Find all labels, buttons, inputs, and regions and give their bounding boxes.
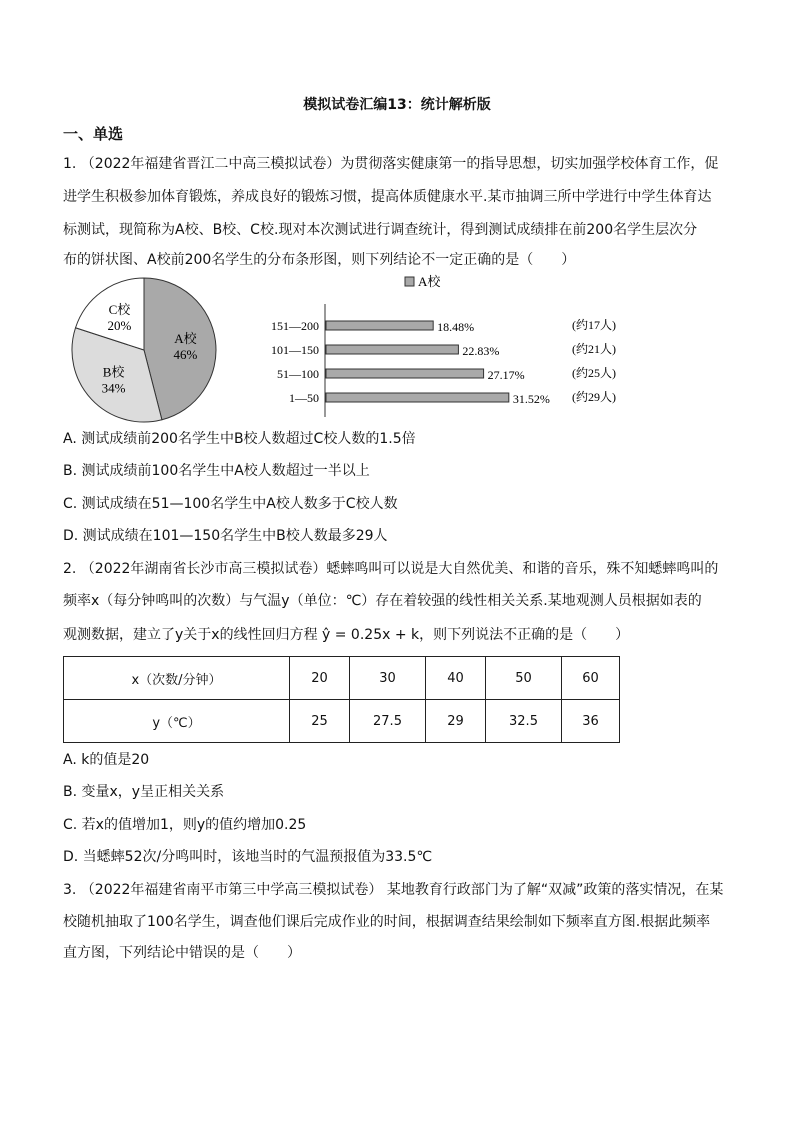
pie-label: B校: [102, 364, 125, 380]
category-label: 101—150: [271, 343, 319, 357]
bar-chart: [250, 272, 650, 427]
q2-option-c[interactable]: C. 若x的值增加1，则y的值约增加0.25: [63, 817, 307, 833]
table-cell: 27.5: [350, 700, 426, 743]
table-cell: 30: [350, 657, 426, 700]
note-label: (约17人): [572, 318, 616, 332]
q1-option-a[interactable]: A. 测试成绩前200名学生中B校人数超过C校人数的1.5倍: [63, 431, 416, 447]
q2-option-d[interactable]: D. 当蟋蟀52次/分鸣叫时，该地当时的气温预报值为33.5℃: [63, 849, 433, 865]
table-cell: 40: [426, 657, 486, 700]
table-cell: 36: [562, 700, 620, 743]
value-label: 22.83%: [462, 344, 500, 358]
table-cell: 29: [426, 700, 486, 743]
table-cell: 32.5: [486, 700, 562, 743]
value-label: 18.48%: [437, 320, 475, 334]
category-label: 1—50: [289, 391, 319, 405]
table-cell: y（℃）: [64, 700, 290, 743]
data-table: [63, 656, 620, 743]
legend-swatch: [405, 277, 414, 286]
value-label: 27.17%: [487, 368, 525, 382]
bar: [326, 393, 509, 402]
table-cell: 25: [290, 700, 350, 743]
q2-line: 2. （2022年湖南省长沙市高三模拟试卷）蟋蟀鸣叫可以说是大自然优美、和谐的音乐，殊不知蟋蟀鸣叫的: [63, 561, 719, 577]
pie-chart: [60, 272, 230, 427]
bar: [326, 321, 433, 330]
q2-line: 频率x（每分钟鸣叫的次数）与气温y（单位：℃）存在着较强的线性相关关系.某地观测人员根据如表的: [63, 593, 702, 609]
table-row: [64, 700, 620, 743]
q1-option-b[interactable]: B. 测试成绩前100名学生中A校人数超过一半以上: [63, 463, 370, 479]
section-heading: 一、单选: [63, 125, 124, 143]
q2-option-b[interactable]: B. 变量x，y呈正相关关系: [63, 784, 225, 800]
category-label: 151—200: [271, 319, 319, 333]
q3-line: 3. （2022年福建省南平市第三中学高三模拟试卷） 某地教育行政部门为了解“双减”政策的落实情况，在某: [63, 882, 724, 898]
q1-option-c[interactable]: C. 测试成绩在51—100名学生中A校人数多于C校人数: [63, 496, 398, 512]
q3-line: 校随机抽取了100名学生，调查他们课后完成作业的时间，根据调查结果绘制如下频率直方图.根据此频率: [63, 914, 711, 930]
q1-line: 布的饼状图、A校前200名学生的分布条形图，则下列结论不一定正确的是（ ）: [63, 252, 576, 268]
table-cell: 20: [290, 657, 350, 700]
note-label: (约21人): [572, 342, 616, 356]
q1-line: 标测试，现简称为A校、B校、C校.现对本次测试进行调查统计，得到测试成绩排在前200名学生层次分: [63, 222, 698, 238]
value-label: 31.52%: [512, 392, 550, 406]
q1-line: 进学生积极参加体育锻炼，养成良好的锻炼习惯，提高体质健康水平.某市抽调三所中学进行中学生体育达: [63, 189, 712, 205]
table-cell: x（次数/分钟）: [64, 657, 290, 700]
q1-line: 1. （2022年福建省晋江二中高三模拟试卷）为贯彻落实健康第一的指导思想，切实加强学校体育工作，促: [63, 156, 719, 172]
note-label: (约25人): [572, 366, 616, 380]
pie-label: C校: [108, 302, 131, 318]
legend-label: A校: [418, 274, 441, 289]
table-cell: 50: [486, 657, 562, 700]
page-title: 模拟试卷汇编13：统计解析版: [303, 97, 491, 113]
bar: [326, 345, 458, 354]
q1-option-d[interactable]: D. 测试成绩在101—150名学生中B校人数最多29人: [63, 528, 388, 544]
q3-line: 直方图，下列结论中错误的是（ ）: [63, 945, 301, 961]
table-row: [64, 657, 620, 700]
pie-value-label: 46%: [173, 346, 198, 362]
note-label: (约29人): [572, 390, 616, 404]
pie-label: A校: [174, 330, 197, 346]
q2-line: 观测数据，建立了y关于x的线性回归方程 ŷ = 0.25x + k，则下列说法不正确的是（ ）: [63, 627, 630, 643]
q2-option-a[interactable]: A. k的值是20: [63, 752, 150, 768]
pie-value-label: 34%: [101, 380, 126, 396]
pie-value-label: 20%: [107, 318, 132, 334]
bar: [326, 369, 484, 378]
table-cell: 60: [562, 657, 620, 700]
category-label: 51—100: [277, 367, 319, 381]
